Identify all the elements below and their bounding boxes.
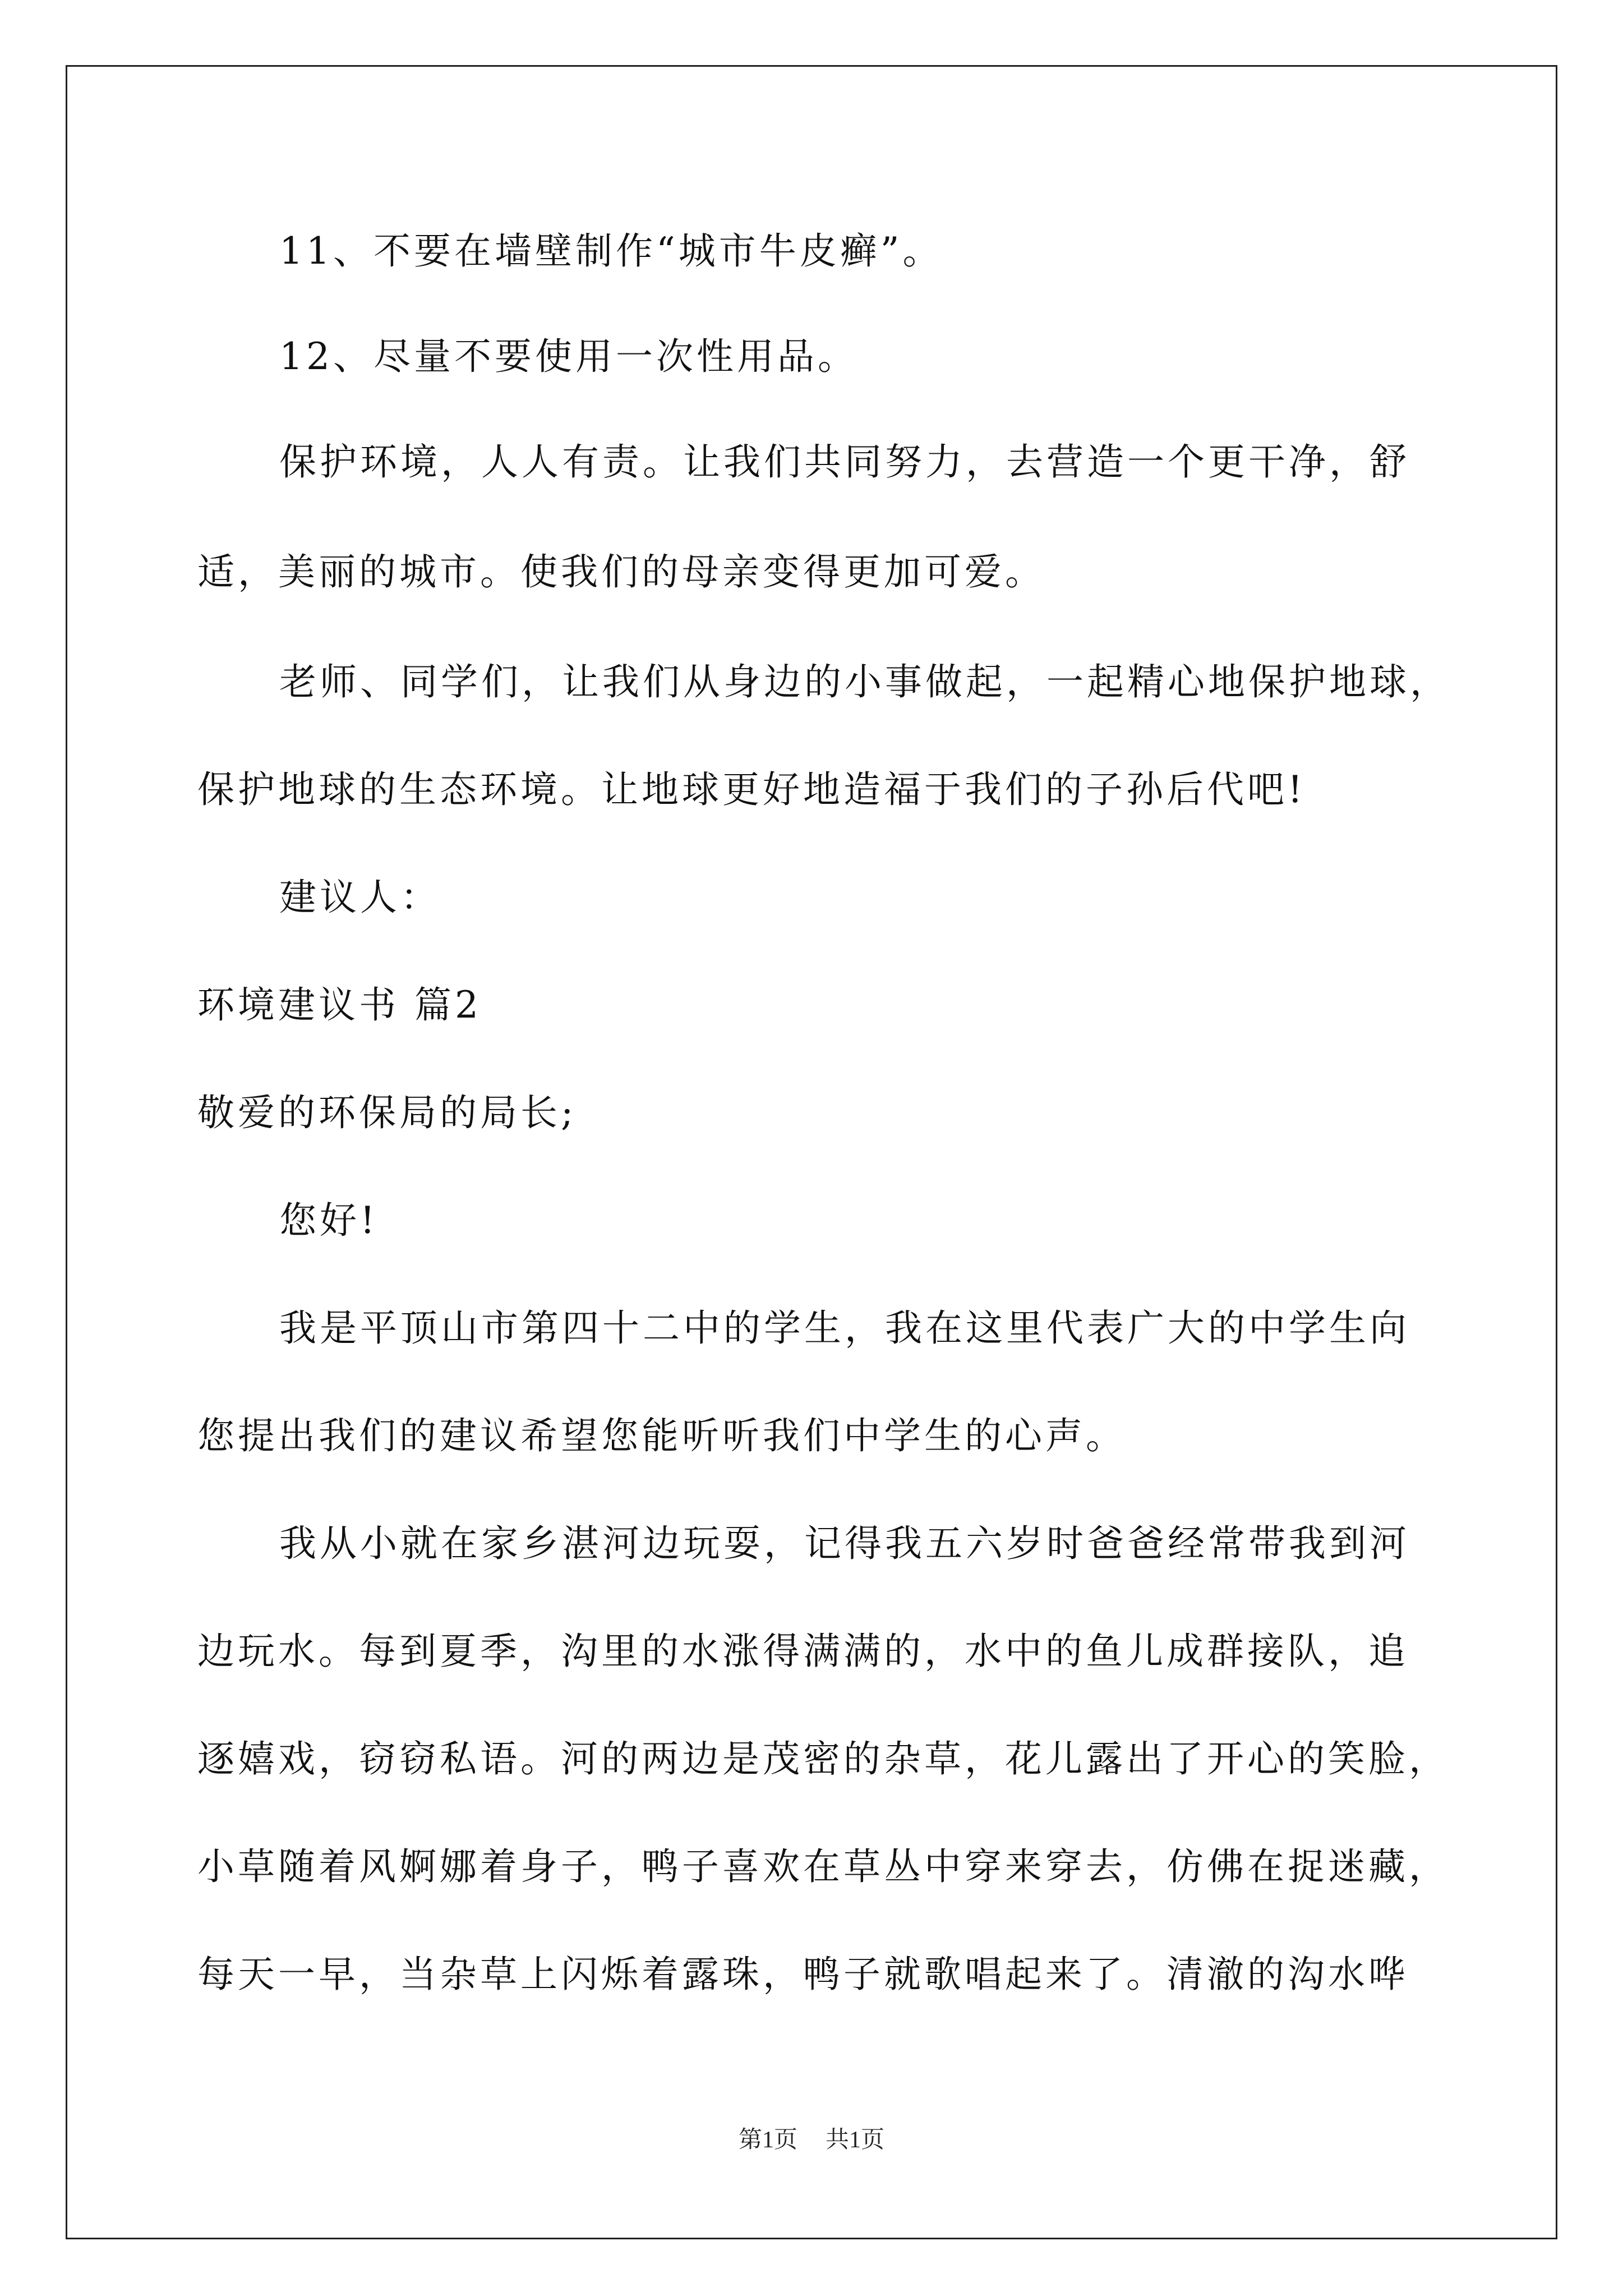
greeting: 您好! — [279, 1199, 379, 1242]
text-line: 适，美丽的城市。使我们的母亲变得更加可爱。 — [197, 550, 1045, 593]
page-footer — [0, 2126, 1623, 2154]
text-line: 保护地球的生态环境。让地球更好地造福于我们的子孙后代吧! — [197, 768, 1306, 811]
text-line: 小草随着风婀娜着身子，鸭子喜欢在草丛中穿来穿去，仿佛在捉迷藏， — [197, 1845, 1449, 1888]
text-line: 每天一早，当杂草上闪烁着露珠，鸭子就歌唱起来了。清澈的沟水哗 — [197, 1953, 1409, 1996]
text-line: 您提出我们的建议希望您能听听我们中学生的心声。 — [197, 1414, 1126, 1457]
text-line: 我是平顶山市第四十二中的学生，我在这里代表广大的中学生向 — [279, 1306, 1410, 1350]
page-total: 共1页 — [826, 2127, 885, 2153]
text-line: 老师、同学们，让我们从身边的小事做起，一起精心地保护地球， — [279, 660, 1450, 703]
page-border — [66, 65, 1557, 2239]
text-line: 11、不要在墙壁制作“城市牛皮癣”。 — [279, 229, 943, 273]
page-number: 第1页 — [738, 2127, 797, 2153]
text-line: 12、尽量不要使用一次性用品。 — [279, 335, 858, 378]
salutation: 敬爱的环保局的局长; — [197, 1091, 577, 1134]
section-heading: 环境建议书 篇2 — [197, 983, 482, 1027]
text-line: 逐嬉戏，窃窃私语。河的两边是茂密的杂草，花儿露出了开心的笑脸， — [197, 1737, 1449, 1780]
text-line: 保护环境，人人有责。让我们共同努力，去营造一个更干净，舒 — [279, 440, 1410, 484]
text-line: 建议人： — [279, 876, 441, 919]
text-line: 我从小就在家乡湛河边玩耍，记得我五六岁时爸爸经常带我到河 — [279, 1522, 1410, 1565]
text-line: 边玩水。每到夏季，沟里的水涨得满满的，水中的鱼儿成群接队，追 — [197, 1630, 1409, 1673]
